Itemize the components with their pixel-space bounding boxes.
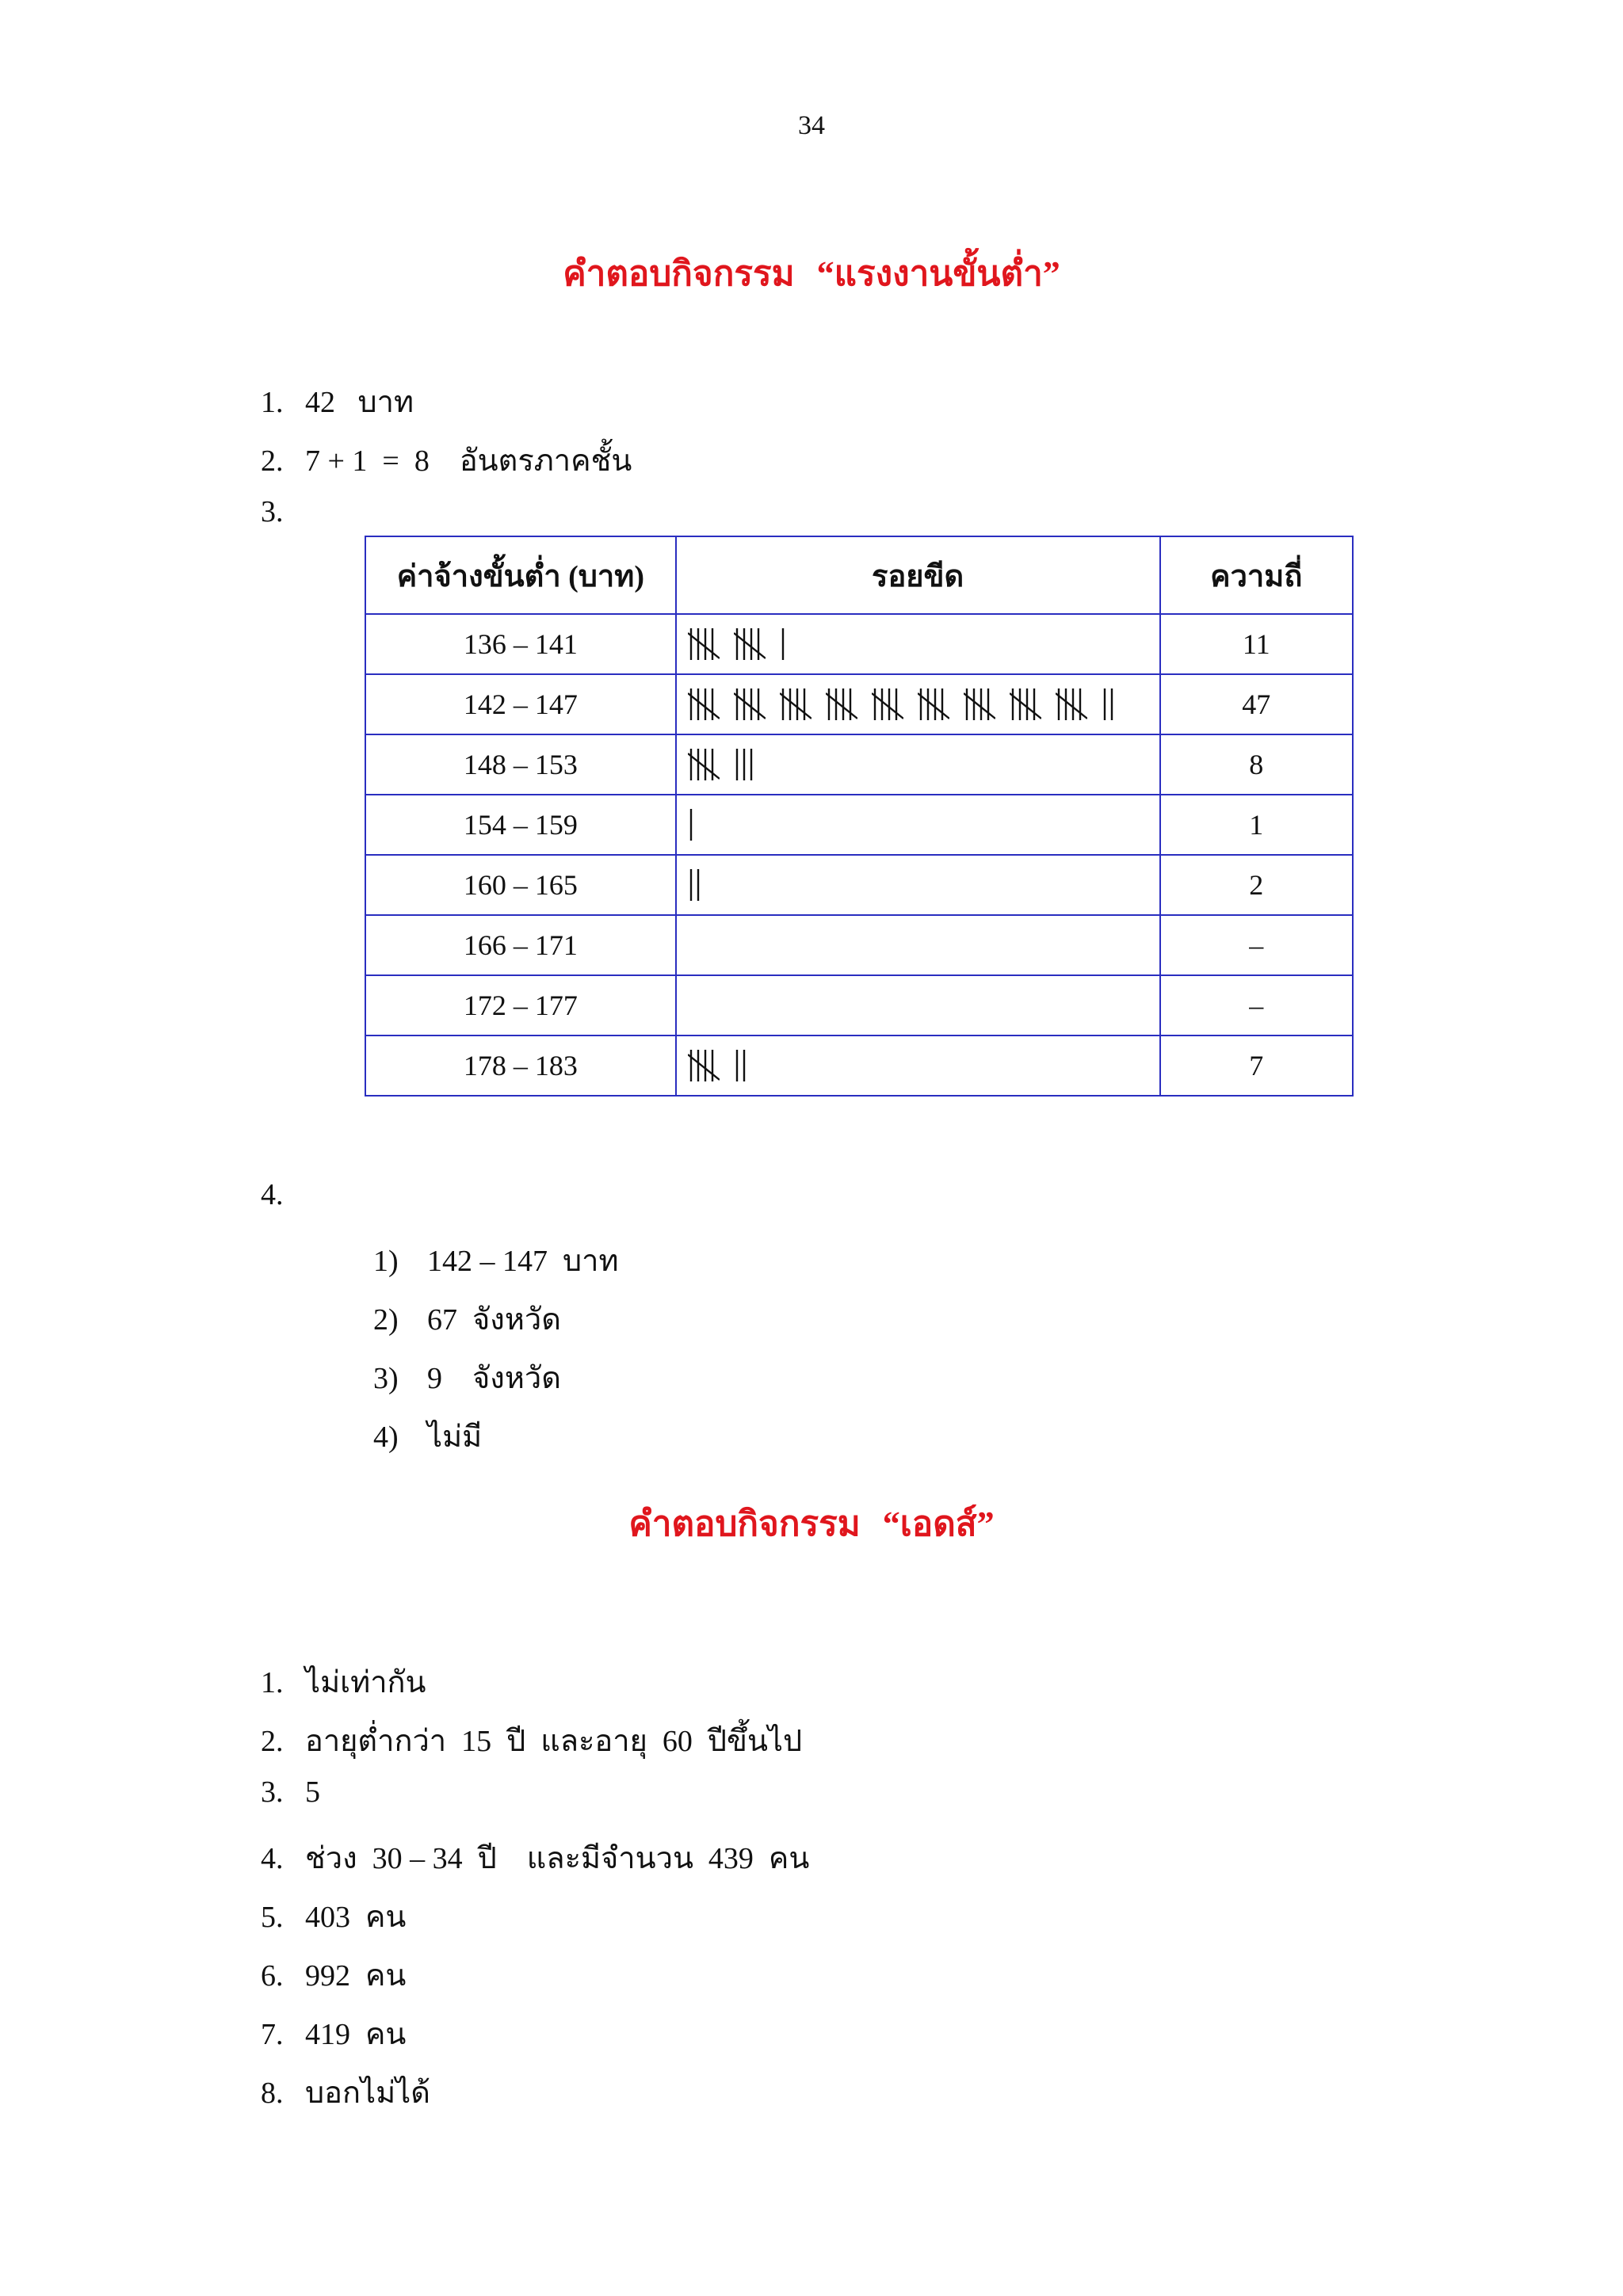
frequency-cell: 1 bbox=[1160, 795, 1353, 855]
answer-item bbox=[246, 460, 305, 529]
wage-range-cell: 142 – 147 bbox=[365, 674, 676, 734]
item-text: 7 + 1 = 8 อันตรภาคชั้น bbox=[305, 444, 632, 478]
item-text: ไม่เท่ากัน bbox=[305, 1666, 426, 1699]
table-row bbox=[365, 975, 1353, 1035]
table-row bbox=[365, 674, 1353, 734]
tally-cell bbox=[676, 734, 1160, 795]
tally-mark bbox=[734, 1048, 753, 1083]
tally-mark bbox=[688, 868, 707, 902]
item-text: 992 คน bbox=[305, 1959, 407, 1993]
item-number: 3. bbox=[261, 495, 284, 528]
tally-cell bbox=[676, 855, 1160, 915]
tally-five-mark bbox=[826, 687, 857, 722]
frequency-table bbox=[365, 536, 1354, 1097]
item-number: 2. bbox=[261, 1725, 284, 1758]
section-title-aids bbox=[0, 1496, 1623, 1551]
item-number: 8. bbox=[261, 2077, 284, 2110]
tally-five-mark bbox=[1010, 687, 1041, 722]
sub-item-text: 142 – 147 บาท bbox=[427, 1245, 619, 1278]
item-number: 6. bbox=[261, 1959, 284, 1993]
section-title-quote: “แรงงานขั้นต่ำ” bbox=[816, 254, 1060, 293]
header-wage-range: ค่าจ้างขั้นต่ำ (บาท) bbox=[365, 536, 676, 614]
item-text: ช่วง 30 – 34 ปี และมีจำนวน 439 คน bbox=[305, 1842, 810, 1875]
section-title-text: คำตอบกิจกรรม bbox=[563, 254, 795, 293]
item-text: 5 bbox=[305, 1775, 320, 1809]
tally-cell bbox=[676, 975, 1160, 1035]
tally-five-mark bbox=[734, 687, 766, 722]
wage-range-cell: 160 – 165 bbox=[365, 855, 676, 915]
header-frequency: ความถี่ bbox=[1160, 536, 1353, 614]
tally-cell bbox=[676, 1035, 1160, 1096]
tally-five-mark bbox=[688, 1048, 720, 1083]
frequency-cell: – bbox=[1160, 975, 1353, 1035]
frequency-cell: 2 bbox=[1160, 855, 1353, 915]
answer-item bbox=[246, 1681, 802, 1764]
tally-cell bbox=[676, 795, 1160, 855]
table-row bbox=[365, 734, 1353, 795]
table-row bbox=[365, 1035, 1353, 1096]
item-text: 42 บาท bbox=[305, 386, 414, 419]
sub-item-number: 2) bbox=[373, 1303, 399, 1337]
sub-item-text: 9 จังหวัด bbox=[427, 1362, 561, 1395]
section-title-text: คำตอบกิจกรรม bbox=[628, 1505, 861, 1543]
wage-range-cell: 172 – 177 bbox=[365, 975, 676, 1035]
sub-item-text: ไม่มี bbox=[427, 1421, 483, 1454]
sub-item-text: 67 จังหวัด bbox=[427, 1303, 561, 1337]
sub-item-number: 3) bbox=[373, 1362, 399, 1395]
frequency-cell: 8 bbox=[1160, 734, 1353, 795]
tally-five-mark bbox=[872, 687, 903, 722]
answer-item bbox=[246, 2033, 430, 2116]
item-text: 419 คน bbox=[305, 2018, 407, 2051]
tally-cell bbox=[676, 674, 1160, 734]
item-number: 7. bbox=[261, 2018, 284, 2051]
item-number: 3. bbox=[261, 1775, 284, 1809]
item-number: 4. bbox=[261, 1178, 284, 1211]
section-title-quote: “เอดส์” bbox=[882, 1505, 995, 1543]
frequency-cell: 7 bbox=[1160, 1035, 1353, 1096]
sub-item bbox=[358, 1377, 482, 1460]
item-number: 1. bbox=[261, 386, 284, 419]
wage-range-cell: 178 – 183 bbox=[365, 1035, 676, 1096]
page-number: 34 bbox=[798, 111, 825, 140]
tally-five-mark bbox=[734, 627, 766, 662]
tally-five-mark bbox=[688, 687, 720, 722]
table-row bbox=[365, 855, 1353, 915]
table-row bbox=[365, 614, 1353, 674]
item-text: 403 คน bbox=[305, 1901, 407, 1934]
wage-range-cell: 166 – 171 bbox=[365, 915, 676, 975]
tally-cell bbox=[676, 614, 1160, 674]
tally-mark bbox=[780, 627, 792, 662]
tally-five-mark bbox=[780, 687, 812, 722]
item-number: 4. bbox=[261, 1842, 284, 1875]
tally-five-mark bbox=[918, 687, 949, 722]
table-row bbox=[365, 795, 1353, 855]
tally-five-mark bbox=[964, 687, 995, 722]
item-text: อายุต่ำกว่า 15 ปี และอายุ 60 ปีขึ้นไป bbox=[305, 1725, 803, 1758]
wage-range-cell: 148 – 153 bbox=[365, 734, 676, 795]
table-header-row bbox=[365, 536, 1353, 614]
header-tally: รอยขีด bbox=[676, 536, 1160, 614]
wage-range-cell: 154 – 159 bbox=[365, 795, 676, 855]
tally-five-mark bbox=[688, 747, 720, 782]
tally-cell bbox=[676, 915, 1160, 975]
sub-item-number: 4) bbox=[373, 1421, 399, 1454]
tally-mark bbox=[1102, 687, 1121, 722]
section-title-minimum-wage bbox=[0, 246, 1623, 301]
tally-mark bbox=[734, 747, 760, 782]
item-number: 5. bbox=[261, 1901, 284, 1934]
item-number: 1. bbox=[261, 1666, 284, 1699]
tally-five-mark bbox=[1056, 687, 1087, 722]
answer-item bbox=[246, 1142, 305, 1212]
frequency-cell: 11 bbox=[1160, 614, 1353, 674]
tally-mark bbox=[688, 807, 700, 842]
wage-range-cell: 136 – 141 bbox=[365, 614, 676, 674]
frequency-cell: 47 bbox=[1160, 674, 1353, 734]
item-number: 2. bbox=[261, 444, 284, 478]
tally-five-mark bbox=[688, 627, 720, 662]
sub-item-number: 1) bbox=[373, 1245, 399, 1278]
item-text: บอกไม่ได้ bbox=[305, 2077, 430, 2110]
table-row bbox=[365, 915, 1353, 975]
frequency-cell: – bbox=[1160, 915, 1353, 975]
